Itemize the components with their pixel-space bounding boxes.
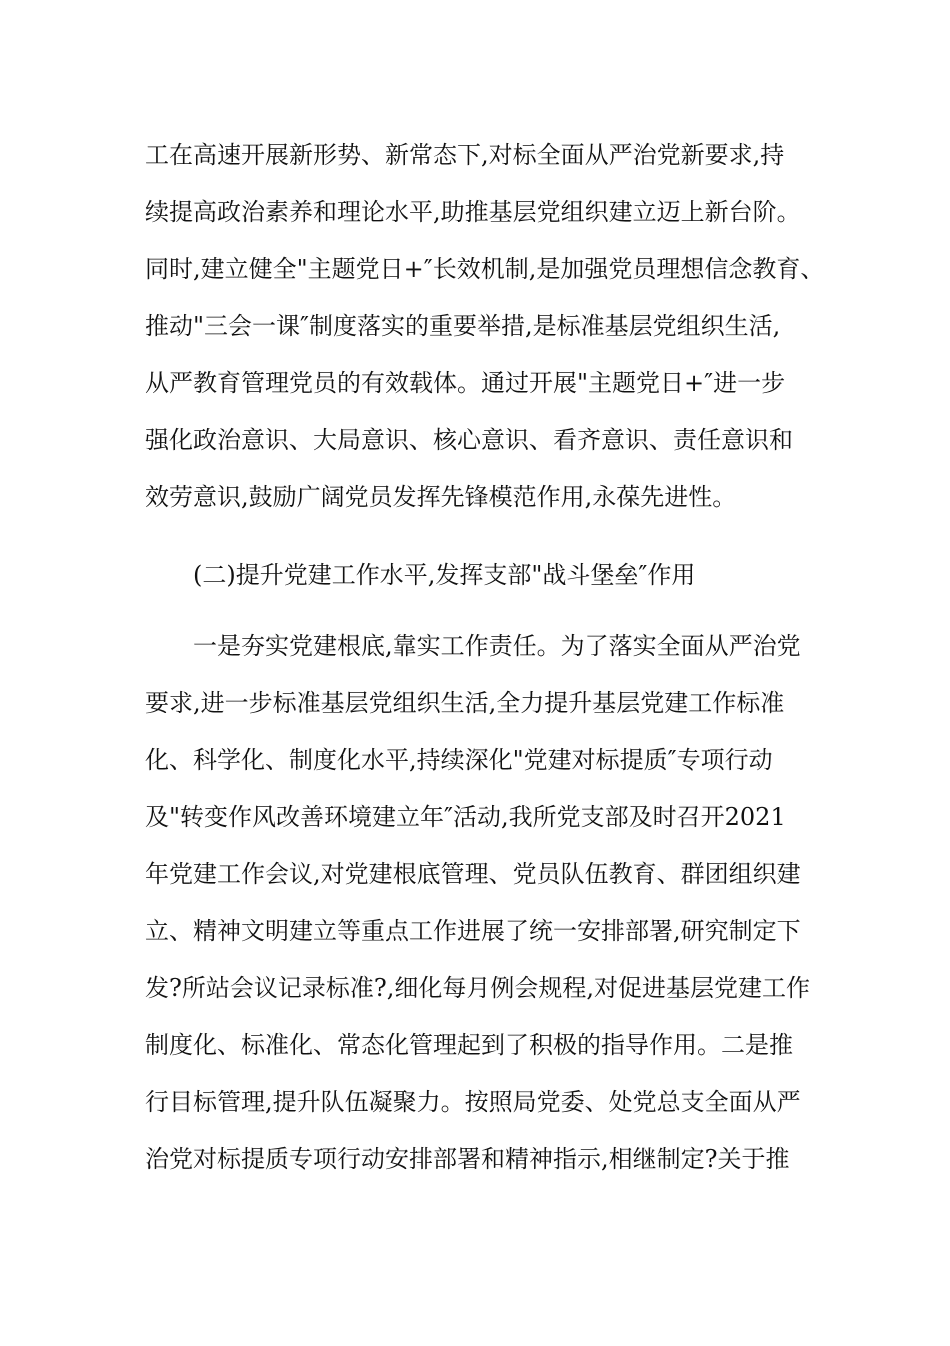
text-line: 工在高速开展新形势、新常态下,对标全面从严治党新要求,持 (145, 141, 785, 169)
text-line: 从严教育管理党员的有效载体。通过开展"主题党日+″进一步 (145, 369, 786, 397)
text-line: 要求,进一步标准基层党组织生活,全力提升基层党建工作标准 (145, 689, 785, 717)
text-line: 发?所站会议记录标准?,细化每月例会规程,对促进基层党建工作 (145, 974, 810, 1002)
text-line: 制度化、标准化、常态化管理起到了积极的指导作用。二是推 (145, 1031, 793, 1059)
text-line: 推动"三会一课″制度落实的重要举措,是标准基层党组织生活, (145, 312, 781, 340)
text-line: 强化政治意识、大局意识、核心意识、看齐意识、责任意识和 (145, 426, 793, 454)
text-line: 化、科学化、制度化水平,持续深化"党建对标提质″专项行动 (145, 746, 773, 774)
text-line: 续提高政治素养和理论水平,助推基层党组织建立迈上新台阶。 (145, 198, 801, 226)
text-line: 一是夯实党建根底,靠实工作责任。为了落实全面从严治党 (193, 632, 801, 660)
text-line: 立、精神文明建立等重点工作进展了统一安排部署,研究制定下 (145, 917, 801, 945)
text-line: 行目标管理,提升队伍凝聚力。按照局党委、处党总支全面从严 (145, 1088, 801, 1116)
text-line: 治党对标提质专项行动安排部署和精神指示,相继制定?关于推 (145, 1145, 790, 1173)
text-line: 同时,建立健全"主题党日+″长效机制,是加强党员理想信念教育、 (145, 255, 825, 283)
section-heading: (二)提升党建工作水平,发挥支部"战斗堡垒″作用 (193, 561, 696, 589)
text-line: 及"转变作风改善环境建立年″活动,我所党支部及时召开2021 (145, 803, 786, 831)
text-line: 效劳意识,鼓励广阔党员发挥先锋模范作用,永葆先进性。 (145, 483, 737, 511)
text-line: 年党建工作会议,对党建根底管理、党员队伍教育、群团组织建 (145, 860, 801, 888)
